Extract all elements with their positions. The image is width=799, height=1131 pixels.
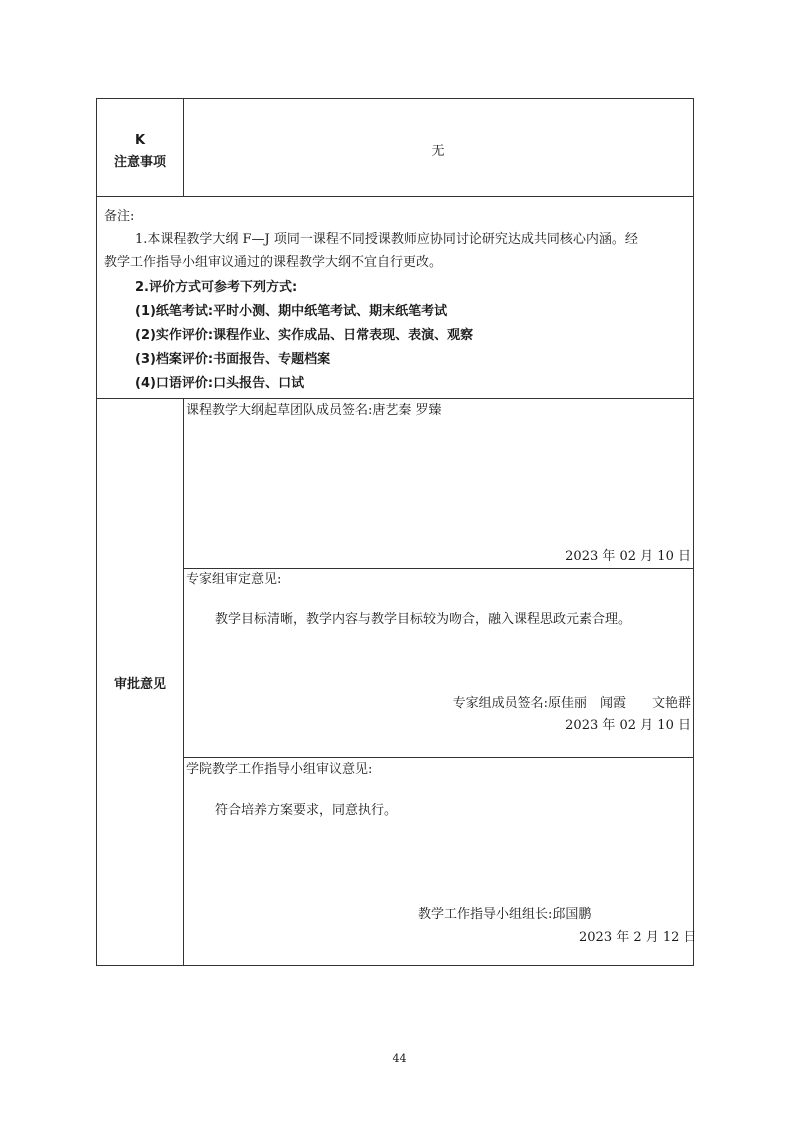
eval-heading: 2.评价方式可参考下列方式: <box>135 280 298 295</box>
row-divider-expert-college <box>183 757 693 758</box>
notes-line-2: 教学工作指导小组审议通过的课程教学大纲不宜自行更改。 <box>104 255 443 270</box>
notes-heading: 备注: <box>104 209 135 224</box>
eval-item: (1)纸笔考试:平时小测、期中纸笔考试、期末纸笔考试 <box>135 304 448 319</box>
row-divider-drafting-expert <box>183 568 693 569</box>
syllabus-table <box>96 98 697 966</box>
college-opinion: 符合培养方案要求，同意执行。 <box>215 803 398 818</box>
eval-item: (3)档案评价:书面报告、专题档案 <box>135 352 331 367</box>
college-signature: 教学工作指导小组组长:邱国鹏 <box>418 907 592 922</box>
college-date: 2023 年 2 月 12 日 <box>579 930 697 945</box>
page-number: 44 <box>392 1052 407 1065</box>
expert-opinion: 教学目标清晰，教学内容与教学目标较为吻合，融入课程思政元素合理。 <box>215 612 632 627</box>
college-title: 学院教学工作指导小组审议意见: <box>186 762 373 777</box>
eval-item: (4)口语评价:口头报告、口试 <box>135 376 305 391</box>
row-divider-k-notes <box>97 196 693 197</box>
section-k-letter: K <box>134 133 146 148</box>
drafting-title: 课程教学大纲起草团队成员签名:唐艺秦 罗臻 <box>186 403 442 418</box>
notes-line-1: 1.本课程教学大纲 F—J 项同一课程不同授课教师应协同讨论研究达成共同核心内涵。经 <box>135 232 638 247</box>
row-divider-notes-approval <box>97 398 693 399</box>
section-k-content: 无 <box>431 144 445 159</box>
drafting-date: 2023 年 02 月 10 日 <box>565 549 691 564</box>
section-k-label: 注意事项 <box>113 155 166 170</box>
approval-label: 审批意见 <box>113 677 166 692</box>
expert-signature: 专家组成员签名:原佳丽 闻霞 文艳群 <box>452 696 691 711</box>
expert-title: 专家组审定意见: <box>186 572 282 587</box>
expert-date: 2023 年 02 月 10 日 <box>565 718 691 733</box>
eval-item: (2)实作评价:课程作业、实作成品、日常表现、表演、观察 <box>135 328 474 343</box>
col-divider-approval <box>183 398 184 965</box>
